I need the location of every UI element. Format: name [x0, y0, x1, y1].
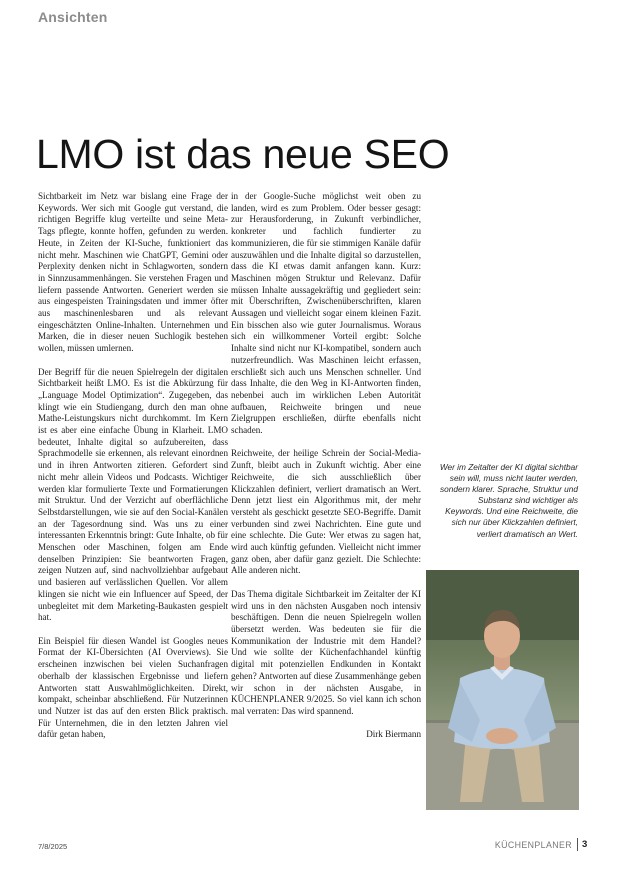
section-label: Ansichten [38, 9, 108, 25]
author-photo-illustration [426, 570, 579, 810]
article-title: LMO ist das neue SEO [36, 131, 450, 177]
paragraph: Das Thema digitale Sichtbarkeit im Zeitalter der KI wird uns in den nächsten Ausgaben noch intensiv beschäftigen. Denn die neuen Spielregeln wollen übersetzt werden. Was bedeuten sie für die Kommunikation der Industrie mit dem Handel? Und wie sollte der Küchenfachhandel künftig digital mit potenziellen Endkunden in Kontakt gehen? Antworten auf diese Zusammenhänge geben wir schon in der nächsten Ausgabe, in KÜCHENPLANER 9/2025. So viel kann ich schon mal verraten: Das wird spannend. [231, 588, 421, 716]
article-column-2 [231, 191, 421, 741]
footer-date: 7/8/2025 [38, 842, 68, 851]
paragraph: Reichweite, der heilige Schrein der Social-Media-Zunft, bleibt auch in Zukunft wichtig. Aber eine Reichweite, die sich ausschließlich über Klickzahlen definiert, verliert dramatisch an Wert. Denn jetzt liest ein Algorithmus mit, der mehr versteht als geschickt gesetzte SEO-Begriffe. Damit verbunden sind zwei Nachrichten. Eine gute und eine schlechte. Die Gute: Wer etwas zu sagen hat, wird auch künftig gefunden. Vielleicht nicht immer ganz oben, aber dafür ganz gezielt. Die Schlechte: Alle anderen nicht. [231, 448, 421, 576]
footer-page-number: 3 [582, 839, 588, 850]
paragraph: in der Google-Suche möglichst weit oben zu landen, wird es zum Problem. Oder besser gesagt: zur Herausforderung, in Zukunft verbindlicher, konkreter und fachlich fundierter zu kommunizieren, die für sie stimmigen Kanäle dafür auszuwählen und die Inhalte digital so darzustellen, dass die KI etwas damit anfangen kann. Kurz: Maschinen mögen Struktur und Relevanz. Dafür müssen Inhalte aussagekräftig und gegliedert sein: mit Überschriften, Zwischenüberschriften, klaren Aussagen und vielleicht sogar einem kleinen Fazit. Ein bisschen also wie guter Journalismus. Woraus sich ein willkommener Vorteil ergibt: Solche Inhalte sind nicht nur KI-kompatibel, sondern auch nutzerfreundlich. Was Maschinen leicht erfassen, erschließt sich auch uns Menschen schneller. Und dass Inhalte, die den Weg in KI-Antworten finden, nebenbei auch im wirklichen Leben Autorität aufbauen, Reichweite bringen und neue Zielgruppen erschließen, dürfte ebenfalls nicht schaden. [231, 191, 421, 436]
author-signature: Dirk Biermann [366, 729, 421, 740]
paragraph: Ein Beispiel für diesen Wandel ist Googles neues Format der KI-Übersichten (AI Overviews). Sie erscheinen inzwischen bei vielen Suchanfragen oberhalb der klassischen Ergebnisse und liefern Antworten statt Auswahlmöglichkeiten. Direkt, kompakt, scheinbar abschließend. Für Nutzerinnen und Nutzer ist das auf den ersten Blick praktisch. Für Unternehmen, die in den letzten Jahren viel dafür getan haben, [38, 635, 228, 740]
paragraph: Der Begriff für die neuen Spielregeln der digitalen Sichtbarkeit heißt LMO. Es ist die Abkürzung für „Language Model Optimization“. Zugegeben, das klingt wie ein Studiengang, durch den man ohne Mathe-Leistungskurs nicht durchkommt. Im Kern ist es aber eine einfache Übung in Klarheit. LMO bedeutet, Inhalte digital so aufzubereiten, dass Sprachmodelle sie erkennen, als relevant einordnen und in ihren Antworten zitieren. Gefordert sind nicht mehr allein Videos und Podcasts. Wichtiger werden klar formulierte Texte und Formatierungen mit Struktur. Und der Verzicht auf oberflächliche Selbstdarstellungen, wie sie auf den Social-Kanälen an der Tagesordnung sind. Was uns zu einer interessanten Erkenntnis bringt: Gute Inhalte, ob für Menschen oder Maschinen, folgen am Ende denselben Prinzipien: Sie beantworten Fragen, zeigen Nutzen auf, sind nachvollziehbar aufgebaut und basieren auf verlässlichen Quellen. Vor allem klingen sie nicht wie ein Influencer auf Speed, der unbegleitet mit dem Marketing-Baukasten gespielt hat. [38, 366, 228, 623]
paragraph: Sichtbarkeit im Netz war bislang eine Frage der Keywords. Wer sich mit Google gut verstand, die richtigen Begriffe klug verteilte und seine Meta-Tags pflegte, konnte hoffen, gefunden zu werden. Heute, in Zeiten der KI-Suche, funktioniert das nicht mehr. Maschinen wie ChatGPT, Gemini oder Perplexity denken nicht in Schlagworten, sondern in Sinnzusammenhängen. Sie verstehen Fragen und liefern passende Antworten. Generiert werden sie aus eingespeisten Trainingsdaten und immer öfter aus maschinenlesbaren und als relevant eingeschätzten Online-Inhalten. Unternehmen und Marken, die in dieser neuen Suchlogik bestehen wollen, müssen umlernen. [38, 191, 228, 354]
author-photo [426, 570, 579, 810]
article-column-1 [38, 191, 228, 753]
footer-divider [577, 838, 578, 851]
pull-quote: Wer im Zeitalter der KI digital sichtbar sein will, muss nicht lauter werden, sondern klarer. Sprache, Struktur und Substanz sind wichtiger als Keywords. Und eine Reichweite, die sich nur über Klickzahlen definiert, verliert dramatisch an Wert. [439, 462, 578, 539]
footer-magazine-name: KÜCHENPLANER [494, 840, 572, 850]
